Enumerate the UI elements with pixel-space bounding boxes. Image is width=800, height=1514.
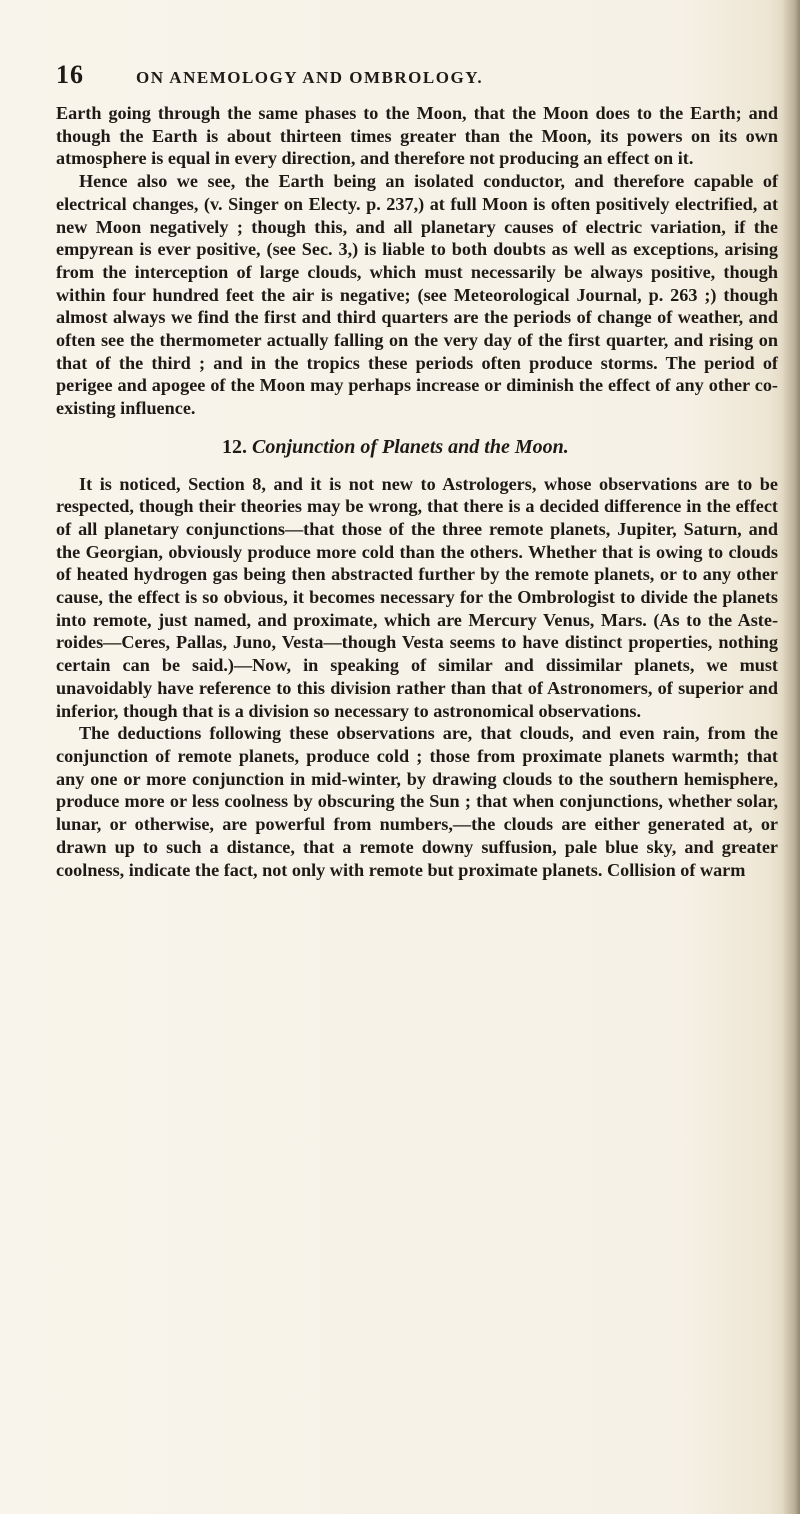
- page-header: [56, 60, 776, 100]
- page-body: [56, 102, 778, 881]
- section-title: Conjunction of Planets and the Moon.: [252, 435, 569, 458]
- section-paragraph-2: The deductions following these observations are, that clouds, and even rain, from the conjunction of remote planets, produce cold ; those from proximate planets warmth; that any one or more conjunction in mid-winter, by drawing clouds to the southern hemisphere, produce more or less coolness by obscuring the Sun ; that when conjunctions, whether solar, lunar, or otherwise, are powerful from numbers,—the clouds are either generated at, or drawn up to such a distance, that a remote downy suffusion, pale blue sky, and greater coolness, indicate the fact, not only with remote but proximate planets. Collision of warm: [56, 723, 778, 880]
- running-head: ON ANEMOLOGY AND OMBROLOGY.: [136, 68, 484, 87]
- page-edge-shadow: [782, 0, 800, 1514]
- section-paragraph-1: It is noticed, Section 8, and it is not new to Astrologers, whose observations are to be respected, though their theories may be wrong, that there is a decided difference in the effect of all planetary conjunctions—that those of the three remote planets, Jupiter, Saturn, and the Georgian, obviously produce more cold than the others. Whether that is owing to clouds of heated hydrogen gas being then abstracted further by the remote planets, or to any other cause, the effect is so obvious, it becomes necessary for the Ombrologist to divide the planets into remote, just named, and proximate, which are Mercury Venus, Mars. (As to the Asteroides—Ceres, Pallas, Juno, Vesta—though Vesta seems to have distinct properties, nothing certain can be said.)—Now, in speaking of similar and dissimilar planets, we must unavoidably have reference to this division rather than that of Astronomers, of superior and inferior, though that is a division so necessary to astronomical observations.: [56, 473, 778, 721]
- paragraph-1: Earth going through the same phases to the Moon, that the Moon does to the Earth; and though the Earth is about thirteen times greater than the Moon, its powers on its own atmosphere is equal in every direction, and therefore not producing an effect on it.: [56, 103, 778, 169]
- section-number: 12.: [222, 435, 247, 458]
- section-heading: [56, 436, 778, 459]
- page-number: 16: [56, 60, 84, 89]
- paragraph-2: Hence also we see, the Earth being an isolated conductor, and therefore capable of electrical changes, (v. Singer on Electy. p. 237,) at full Moon is often positively electrified, at new Moon negatively ; though this, and all planetary causes of electric variation, if the empyrean is ever positive, (see Sec. 3,) is liable to both doubts as well as exceptions, arising from the interception of large clouds, which must necessarily be always positive, though within four hundred feet the air is negative; (see Meteorological Journal, p. 263 ;) though almost always we find the first and third quarters are the periods of change of weather, and often see the thermometer actually falling on the very day of the first quarter, and rising on that of the third ; and in the tropics these periods often produce storms. The period of perigee and apogee of the Moon may perhaps increase or diminish the effect of any other co-existing influence.: [56, 171, 778, 419]
